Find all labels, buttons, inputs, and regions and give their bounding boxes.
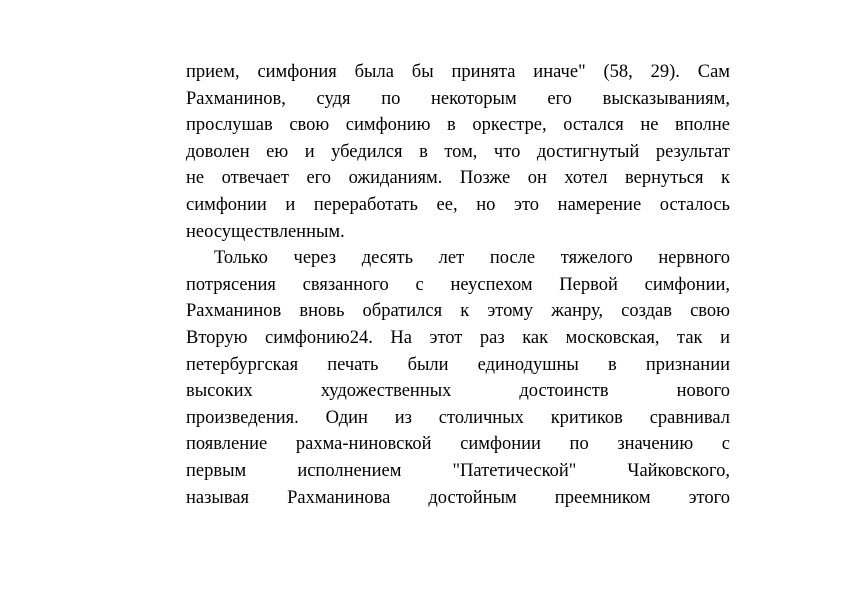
text-line: потрясения связанного с неуспехом Первой симфонии, (186, 274, 730, 295)
text-line: прием, симфония была бы принята иначе" (58, 29). Сам (186, 62, 730, 82)
text-line: высоких художественных достоинств нового (186, 381, 730, 402)
text-line: прослушав свою симфонию в оркестре, остался не вполне (186, 115, 730, 136)
text-line: произведения. Один из столичных критиков сравнивал (186, 407, 730, 428)
text-line: неосуществленным. (186, 221, 345, 242)
text-line: называя Рахманинова достойным преемником этого (186, 487, 730, 508)
text-line: Вторую симфонию24. На этот раз как московская, так и (186, 327, 730, 348)
paragraph-2 (186, 245, 730, 511)
text-line: доволен ею и убедился в том, что достигнутый результат (186, 141, 730, 162)
text-line: Рахманинов вновь обратился к этому жанру, создав свою (186, 301, 730, 322)
text-line: петербургская печать были единодушны в признании (186, 354, 730, 375)
paragraph-1 (186, 59, 730, 245)
text-line: первым исполнением "Патетической" Чайковского, (186, 460, 730, 481)
text-line: появление рахма-ниновской симфонии по значению с (186, 434, 730, 455)
text-line: Рахманинов, судя по некоторым его высказываниям, (186, 88, 730, 109)
body-text (186, 59, 730, 511)
text-line: не отвечает его ожиданиям. Позже он хотел вернуться к (186, 168, 730, 189)
text-line: Только через десять лет после тяжелого нервного (214, 248, 730, 269)
text-line: симфонии и переработать ее, но это намерение осталось (186, 194, 730, 215)
